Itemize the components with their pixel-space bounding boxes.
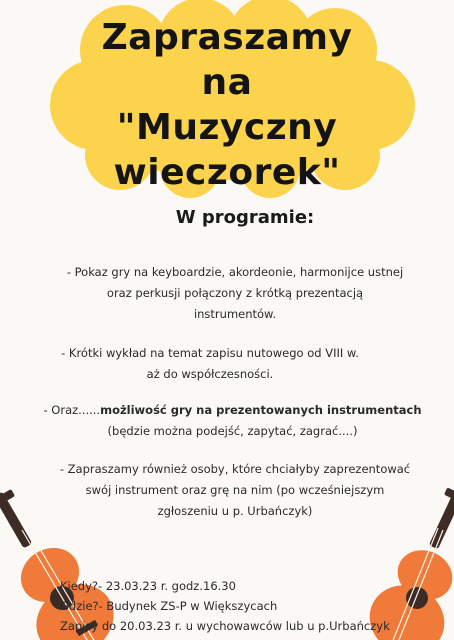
program-item-line: (będzie można podejść, zapytać, zagrać....) <box>107 424 358 438</box>
program-item <box>20 343 400 385</box>
program-item-line: zgłoszeniu u p. Urbańczyk) <box>157 504 313 518</box>
program-item <box>30 262 440 325</box>
title-line: na <box>201 62 253 103</box>
program-item-prefix: - Oraz...... <box>43 403 101 417</box>
program-item-line: swój instrument oraz grę na nim (po wcześniejszym <box>85 483 385 497</box>
program-item-line: aż do współczesności. <box>146 367 274 381</box>
program-item-line: - Pokaz gry na keyboardzie, akordeonie, harmonijce ustnej <box>66 265 404 279</box>
program-item-line: instrumentów. <box>193 307 277 321</box>
title-line: Zapraszamy <box>101 17 353 58</box>
program-item-line: - Zapraszamy również osoby, które chciałyby zaprezentować <box>59 462 411 476</box>
program-item <box>20 400 445 442</box>
program-heading: W programie: <box>175 207 315 228</box>
title-line: "Muzyczny <box>116 107 338 148</box>
poster-title <box>0 15 454 195</box>
program-item-line: - Krótki wykład na temat zapisu nutowego od VIII w. <box>61 346 359 360</box>
event-when: Kiedy?- 23.03.23 r. godz.16.30 <box>60 579 236 593</box>
program-item-line <box>20 400 445 421</box>
title-line: wieczorek" <box>113 152 341 193</box>
program-item-highlight: możliwość gry na prezentowanych instrumentach <box>100 403 422 417</box>
event-details <box>60 576 390 636</box>
event-signup: Zapisy do 20.03.23 r. u wychowawców lub u p.Urbańczyk <box>60 619 390 633</box>
program-item-line: oraz perkusji połączony z krótką prezentacją <box>106 286 364 300</box>
event-where: Gdzie?- Budynek ZS-P w Większycach <box>60 599 278 613</box>
